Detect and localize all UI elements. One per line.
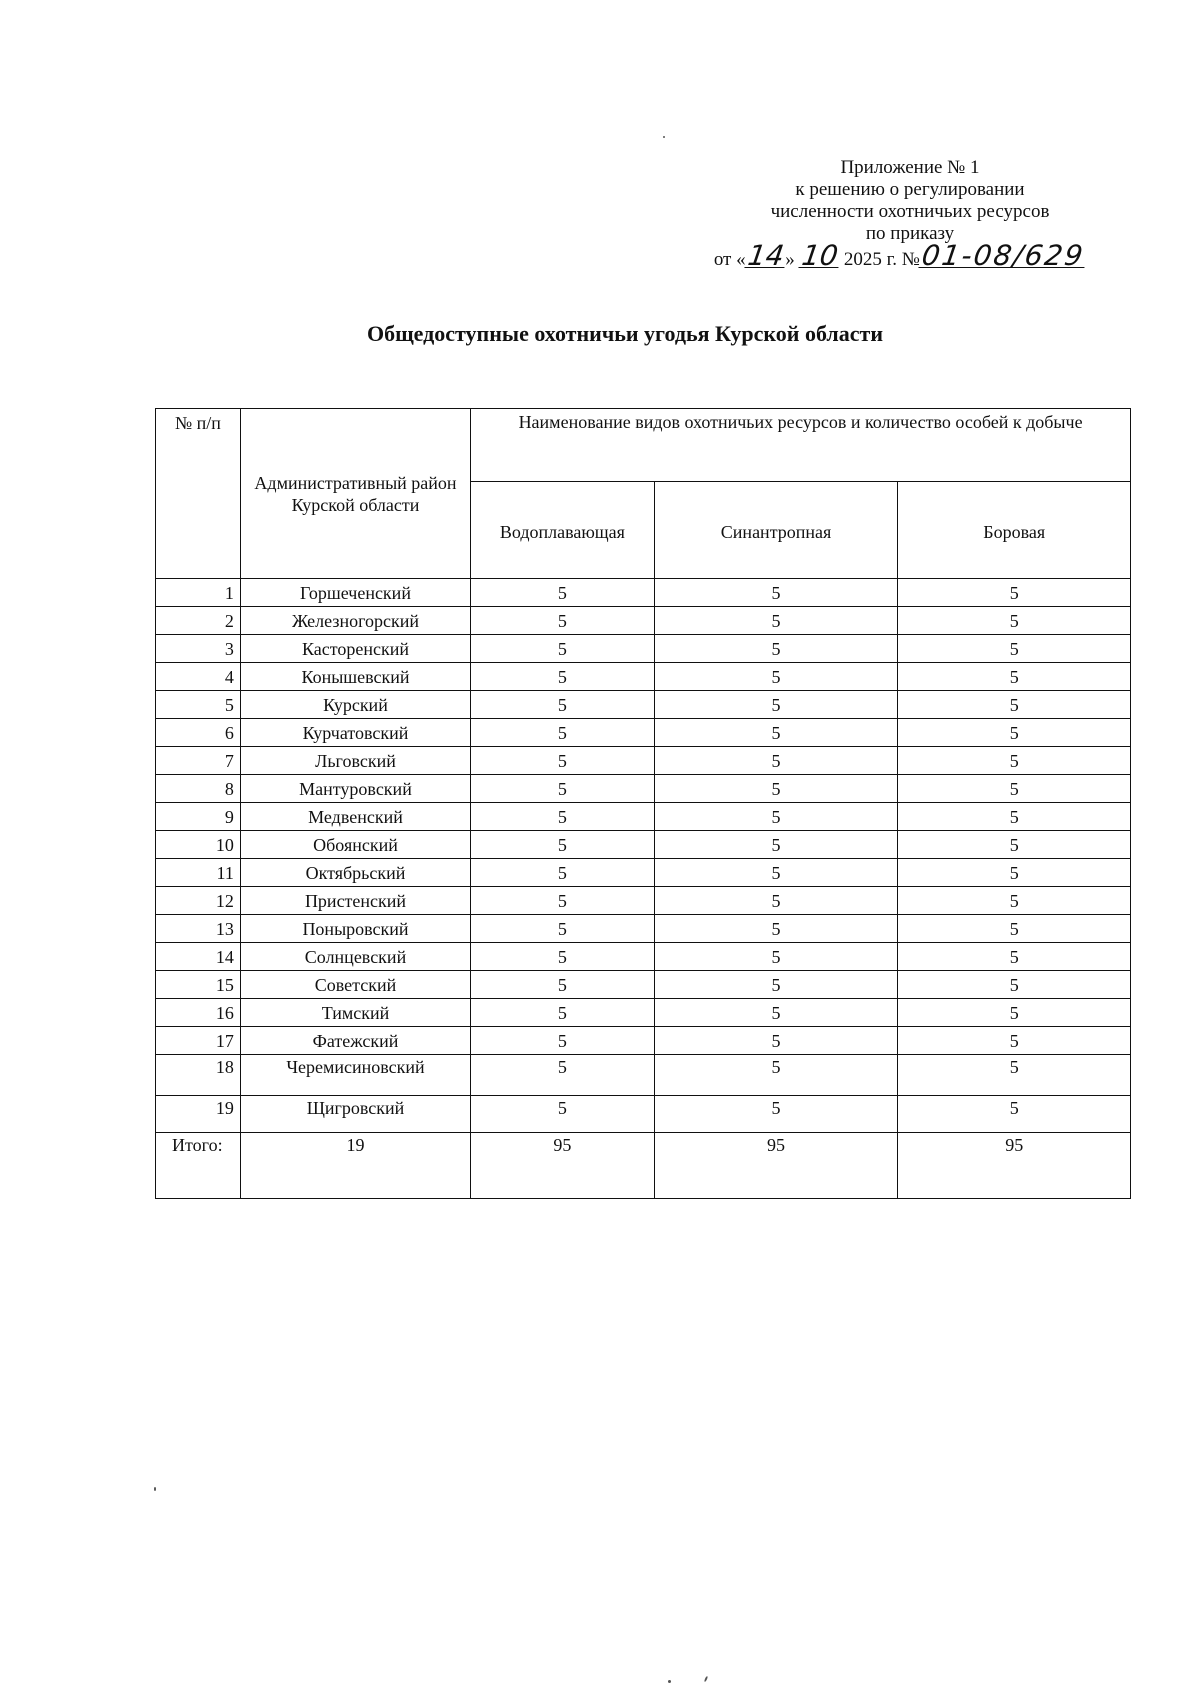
district-name: Тимский [240, 999, 470, 1027]
value-synanthropic: 5 [654, 971, 898, 999]
value-waterfowl: 5 [471, 1055, 654, 1096]
value-synanthropic: 5 [654, 887, 898, 915]
header-col-label: Водоплавающая [499, 521, 625, 542]
header-district: Административный район Курской области [240, 409, 470, 579]
row-number: 5 [156, 691, 241, 719]
table-row [156, 635, 1131, 663]
value-upland: 5 [898, 607, 1131, 635]
district-name: Конышевский [240, 663, 470, 691]
district-name: Щигровский [240, 1096, 470, 1133]
row-number: 11 [156, 859, 241, 887]
value-waterfowl: 5 [471, 775, 654, 803]
value-upland: 5 [898, 887, 1131, 915]
value-synanthropic: 5 [654, 691, 898, 719]
value-upland: 5 [898, 943, 1131, 971]
total-upland: 95 [898, 1133, 1131, 1199]
value-upland: 5 [898, 747, 1131, 775]
document-title: Общедоступные охотничьи угодья Курской области [366, 321, 884, 346]
header-num: № п/п [156, 409, 241, 579]
order-date-line [680, 239, 1120, 272]
value-waterfowl: 5 [471, 635, 654, 663]
value-waterfowl: 5 [471, 663, 654, 691]
scan-speck [704, 1676, 708, 1682]
value-synanthropic: 5 [654, 1096, 898, 1133]
table-row [156, 999, 1131, 1027]
value-upland: 5 [898, 1027, 1131, 1055]
value-upland: 5 [898, 663, 1131, 691]
row-number: 3 [156, 635, 241, 663]
value-upland: 5 [898, 1096, 1131, 1133]
table-total-row [156, 1133, 1131, 1199]
value-synanthropic: 5 [654, 663, 898, 691]
table-row [156, 747, 1131, 775]
value-waterfowl: 5 [471, 1027, 654, 1055]
row-number: 16 [156, 999, 241, 1027]
table-row [156, 1096, 1131, 1133]
value-synanthropic: 5 [654, 831, 898, 859]
table-header-row [156, 409, 1131, 482]
table-row [156, 971, 1131, 999]
value-synanthropic: 5 [654, 607, 898, 635]
row-number: 15 [156, 971, 241, 999]
value-waterfowl: 5 [471, 747, 654, 775]
value-waterfowl: 5 [471, 887, 654, 915]
row-number: 4 [156, 663, 241, 691]
district-name: Льговский [240, 747, 470, 775]
table-row [156, 579, 1131, 607]
row-number: 2 [156, 607, 241, 635]
row-number: 12 [156, 887, 241, 915]
appendix-line-2: к решению о регулировании [795, 179, 1025, 200]
district-name: Советский [240, 971, 470, 999]
appendix-title: Приложение № 1 [840, 157, 980, 178]
district-name: Солнцевский [240, 943, 470, 971]
table-row [156, 831, 1131, 859]
appendix-line-4: по приказу [865, 223, 955, 244]
header-col-label: Боровая [983, 521, 1046, 542]
value-waterfowl: 5 [471, 719, 654, 747]
header-col-waterfowl [471, 482, 654, 579]
district-name: Касторенский [240, 635, 470, 663]
value-waterfowl: 5 [471, 691, 654, 719]
value-upland: 5 [898, 719, 1131, 747]
table-row [156, 691, 1131, 719]
date-year-label: 2025 г. № [843, 249, 920, 270]
table-row [156, 1027, 1131, 1055]
district-name: Медвенский [240, 803, 470, 831]
appendix-block [700, 157, 1120, 271]
value-waterfowl: 5 [471, 999, 654, 1027]
district-name: Железногорский [240, 607, 470, 635]
value-upland: 5 [898, 579, 1131, 607]
value-synanthropic: 5 [654, 1027, 898, 1055]
table-row [156, 775, 1131, 803]
table-row [156, 859, 1131, 887]
value-synanthropic: 5 [654, 719, 898, 747]
row-number: 17 [156, 1027, 241, 1055]
value-upland: 5 [898, 971, 1131, 999]
row-number: 9 [156, 803, 241, 831]
table-row [156, 887, 1131, 915]
value-waterfowl: 5 [471, 579, 654, 607]
value-synanthropic: 5 [654, 943, 898, 971]
table-row [156, 607, 1131, 635]
table-row [156, 1055, 1131, 1096]
value-synanthropic: 5 [654, 1055, 898, 1096]
value-waterfowl: 5 [471, 971, 654, 999]
value-synanthropic: 5 [654, 747, 898, 775]
handwritten-order-number: 01-08/629 [919, 239, 1087, 272]
district-name: Горшеченский [240, 579, 470, 607]
value-synanthropic: 5 [654, 775, 898, 803]
table-row [156, 943, 1131, 971]
header-resource-group: Наименование видов охотничьих ресурсов и количество особей к добыче [471, 409, 1131, 482]
total-label: Итого: [156, 1133, 241, 1199]
header-col-upland [898, 482, 1131, 579]
district-name: Октябрьский [240, 859, 470, 887]
row-number: 6 [156, 719, 241, 747]
appendix-line-3: численности охотничьих ресурсов [770, 201, 1050, 222]
value-waterfowl: 5 [471, 915, 654, 943]
scan-speck [663, 136, 665, 138]
value-upland: 5 [898, 999, 1131, 1027]
scan-speck [154, 1487, 156, 1491]
handwritten-month: 10 [799, 239, 840, 272]
value-synanthropic: 5 [654, 999, 898, 1027]
total-district-count: 19 [240, 1133, 470, 1199]
value-upland: 5 [898, 915, 1131, 943]
value-upland: 5 [898, 859, 1131, 887]
table-row [156, 803, 1131, 831]
row-number: 8 [156, 775, 241, 803]
value-waterfowl: 5 [471, 943, 654, 971]
row-number: 10 [156, 831, 241, 859]
district-name: Обоянский [240, 831, 470, 859]
table-row [156, 663, 1131, 691]
district-name: Поныровский [240, 915, 470, 943]
district-name: Черемисиновский [240, 1055, 470, 1096]
scan-speck [668, 1680, 671, 1683]
value-synanthropic: 5 [654, 803, 898, 831]
value-upland: 5 [898, 635, 1131, 663]
value-upland: 5 [898, 775, 1131, 803]
value-waterfowl: 5 [471, 859, 654, 887]
row-number: 7 [156, 747, 241, 775]
header-col-synanthropic [654, 482, 898, 579]
hunting-grounds-table [155, 408, 1131, 1199]
value-upland: 5 [898, 831, 1131, 859]
row-number: 13 [156, 915, 241, 943]
row-number: 19 [156, 1096, 241, 1133]
value-waterfowl: 5 [471, 803, 654, 831]
district-name: Курчатовский [240, 719, 470, 747]
value-waterfowl: 5 [471, 831, 654, 859]
value-synanthropic: 5 [654, 915, 898, 943]
district-name: Мантуровский [240, 775, 470, 803]
value-upland: 5 [898, 691, 1131, 719]
total-synanthropic: 95 [654, 1133, 898, 1199]
total-waterfowl: 95 [471, 1133, 654, 1199]
district-name: Пристенский [240, 887, 470, 915]
table-row [156, 915, 1131, 943]
value-waterfowl: 5 [471, 1096, 654, 1133]
value-synanthropic: 5 [654, 635, 898, 663]
handwritten-day: 14 [745, 239, 786, 272]
row-number: 1 [156, 579, 241, 607]
row-number: 14 [156, 943, 241, 971]
date-prefix: от « [713, 249, 746, 270]
table-row [156, 719, 1131, 747]
value-synanthropic: 5 [654, 859, 898, 887]
district-name: Фатежский [240, 1027, 470, 1055]
header-col-label: Синантропная [720, 521, 832, 542]
value-upland: 5 [898, 1055, 1131, 1096]
row-number: 18 [156, 1055, 241, 1096]
value-waterfowl: 5 [471, 607, 654, 635]
value-synanthropic: 5 [654, 579, 898, 607]
district-name: Курский [240, 691, 470, 719]
date-day-close: » [785, 249, 795, 270]
value-upland: 5 [898, 803, 1131, 831]
